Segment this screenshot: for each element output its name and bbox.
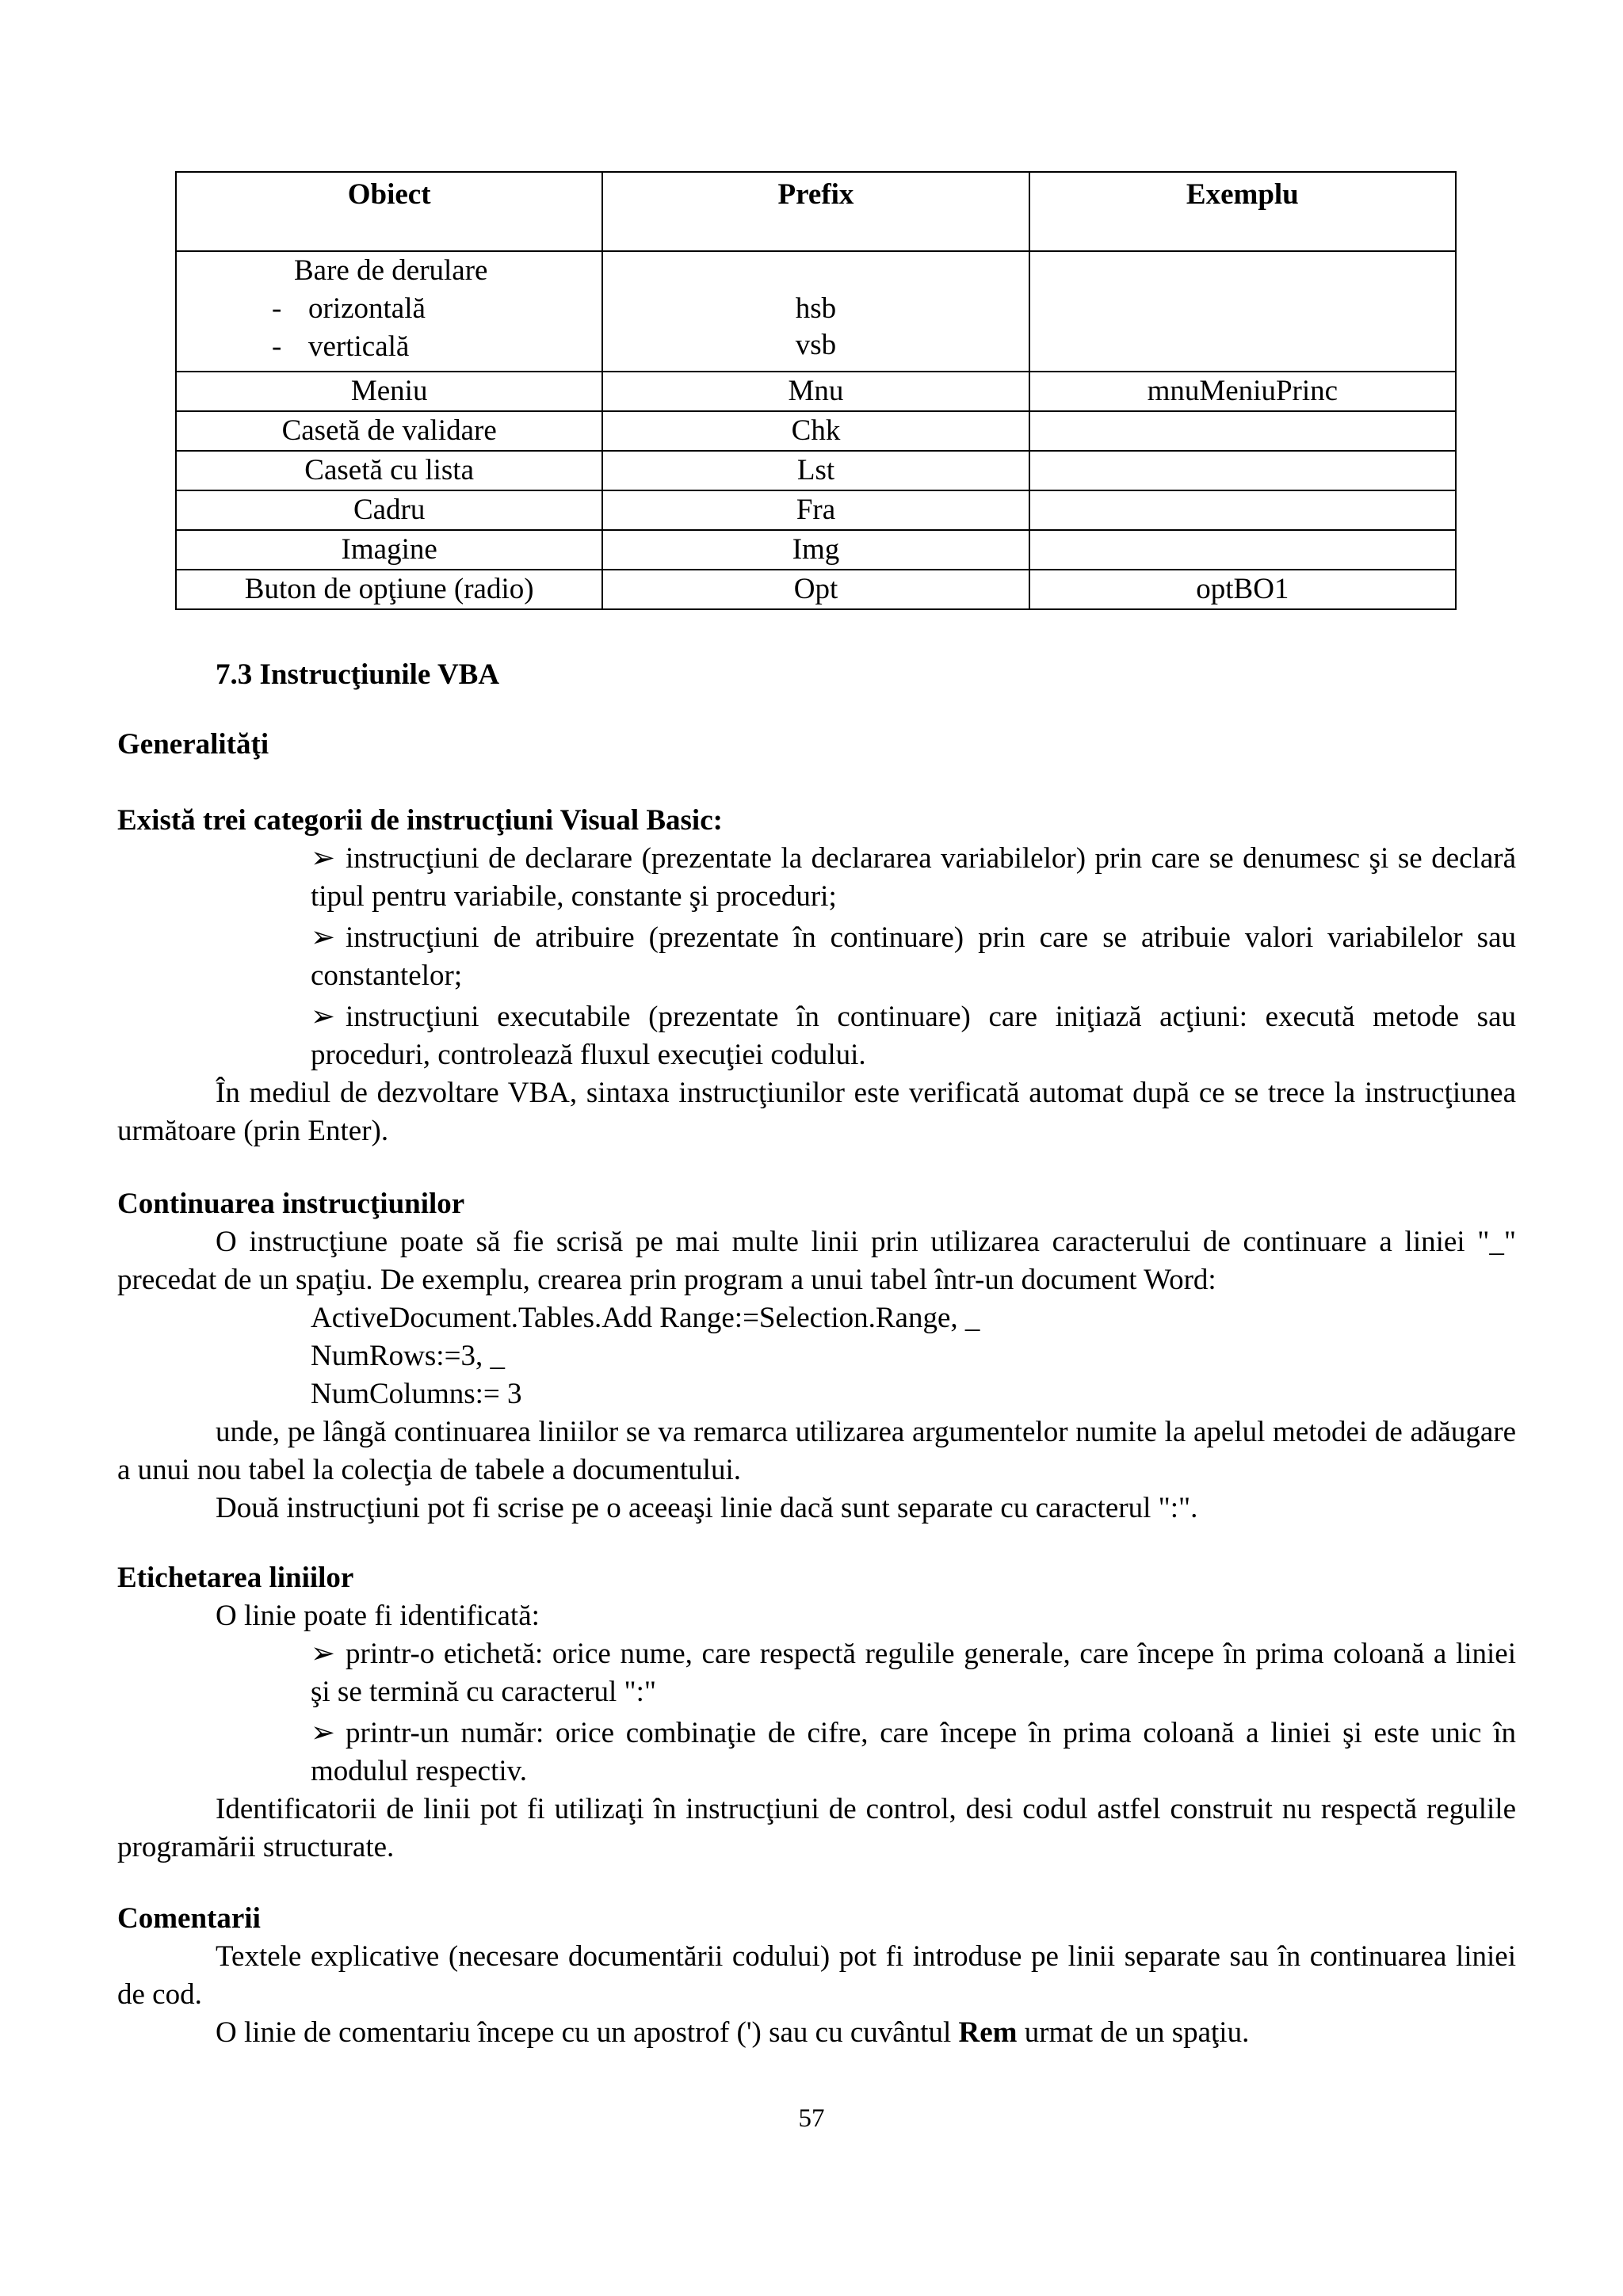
table-row [176, 570, 1456, 609]
continuare-paragraph: O instrucţiune poate să fie scrisă pe mai multe linii prin utilizarea caracterului de continuare a liniei "_" precedat de un spaţiu. De exemplu, crearea prin program a unui tabel într-un document Word: [117, 1226, 1516, 1296]
table-row [176, 251, 1456, 372]
table-cell-example [1029, 530, 1456, 570]
etichetare-section [117, 1559, 1516, 1867]
code-line: NumRows:=3, _ [311, 1340, 505, 1372]
table-cell-object: Buton de opţiune (radio) [176, 570, 602, 609]
etichetare-intro: O linie poate fi identificată: [216, 1600, 540, 1632]
table-cell-example [1029, 490, 1456, 530]
code-line: ActiveDocument.Tables.Add Range:=Selection.Range, _ [311, 1302, 980, 1334]
table-cell-prefix: Mnu [602, 372, 1029, 411]
table-header-example: Exemplu [1029, 172, 1456, 251]
table-cell-example: optBO1 [1029, 570, 1456, 609]
table-cell-example [1029, 451, 1456, 490]
scrollbars-title: Bare de derulare [294, 254, 488, 287]
rem-keyword: Rem [958, 2016, 1018, 2049]
table-cell-object: Cadru [176, 490, 602, 530]
list-item: ➢ instrucţiuni de declarare (prezentate la declararea variabilelor) prin care se denumesc şi se declară tipul pentru variabile, constante şi proceduri; [311, 840, 1516, 916]
table-row [176, 530, 1456, 570]
table-row [176, 372, 1456, 411]
scrollbar-item: - verticală [272, 330, 410, 363]
code-line: NumColumns:= 3 [311, 1378, 522, 1410]
prefix-hsb: hsb [795, 292, 837, 325]
section-title: 7.3 Instrucţiunile VBA [216, 658, 500, 691]
etichetare-heading: Etichetarea liniilor [117, 1562, 354, 1594]
generalitati-section [117, 726, 1516, 1150]
arrow-bullet-icon: ➢ [311, 1638, 336, 1670]
table-cell-example [1029, 251, 1456, 372]
arrow-bullet-icon: ➢ [311, 921, 336, 954]
object-prefix-table [175, 171, 1457, 610]
identification-list [117, 1635, 1516, 1791]
continuare-paragraph: Două instrucţiuni pot fi scrise pe o aceeaşi linie dacă sunt separate cu caracterul ":". [216, 1492, 1198, 1524]
generalitati-heading: Generalităţi [117, 728, 269, 761]
prefix-vsb: vsb [795, 329, 837, 361]
continuare-heading: Continuarea instrucţiunilor [117, 1188, 465, 1220]
arrow-bullet-icon: ➢ [311, 1001, 336, 1033]
table-row [176, 411, 1456, 451]
comentarii-section [117, 1900, 1516, 2052]
comentarii-heading: Comentarii [117, 1902, 261, 1935]
scrollbar-item: - orizontală [272, 292, 426, 325]
comentarii-paragraph: O linie de comentariu începe cu un apostrof (') sau cu cuvântul Rem urmat de un spaţiu. [216, 2016, 1250, 2049]
table-cell-object: Meniu [176, 372, 602, 411]
table-cell-object: Imagine [176, 530, 602, 570]
table-cell-example: mnuMeniuPrinc [1029, 372, 1456, 411]
table-cell-prefix [602, 251, 1029, 372]
comentarii-paragraph: Textele explicative (necesare documentării codului) pot fi introduse pe linii separate sau în continuarea liniei de cod. [117, 1940, 1516, 2011]
table-cell-object: Casetă cu lista [176, 451, 602, 490]
table-row [176, 451, 1456, 490]
page-number: 57 [798, 2104, 825, 2133]
table-cell-prefix: Lst [602, 451, 1029, 490]
table-cell-prefix: Img [602, 530, 1029, 570]
table-cell-prefix: Fra [602, 490, 1029, 530]
continuare-paragraph: unde, pe lângă continuarea liniilor se va remarca utilizarea argumentelor numite la apelul metodei de adăugare a unui nou tabel la colecţia de tabele a documentului. [117, 1416, 1516, 1486]
list-item: ➢ instrucţiuni executabile (prezentate în continuare) care iniţiază acţiuni: execută metode sau proceduri, controlează fluxul execuţiei codului. [311, 998, 1516, 1074]
generalitati-paragraph: În mediul de dezvoltare VBA, sintaxa instrucţiunilor este verificată automat după ce se trece la instrucţiunea următoare (prin Enter). [117, 1077, 1516, 1147]
table-header-row [176, 172, 1456, 251]
table-cell-example [1029, 411, 1456, 451]
categories-intro: Există trei categorii de instrucţiuni Visual Basic: [117, 804, 723, 837]
table-row [176, 490, 1456, 530]
list-item: ➢ printr-un număr: orice combinaţie de cifre, care începe în prima coloană a liniei şi este unic în modulul respectiv. [311, 1714, 1516, 1791]
table-cell-object [176, 251, 602, 372]
list-item: ➢ printr-o etichetă: orice nume, care respectă regulile generale, care începe în prima coloană a liniei şi se termină cu caracterul ":" [311, 1635, 1516, 1711]
table-cell-object: Casetă de validare [176, 411, 602, 451]
arrow-bullet-icon: ➢ [311, 1717, 336, 1749]
table-header-prefix: Prefix [602, 172, 1029, 251]
table-cell-prefix: Chk [602, 411, 1029, 451]
table-header-object: Obiect [176, 172, 602, 251]
etichetare-paragraph: Identificatorii de linii pot fi utilizaţi în instrucţiuni de control, desi codul astfel construit nu respectă regulile programării structurate. [117, 1793, 1516, 1863]
categories-list [117, 840, 1516, 1074]
arrow-bullet-icon: ➢ [311, 842, 336, 875]
continuare-section [117, 1185, 1516, 1527]
list-item: ➢ instrucţiuni de atribuire (prezentate în continuare) prin care se atribuie valori variabilelor sau constantelor; [311, 919, 1516, 995]
table-cell-prefix: Opt [602, 570, 1029, 609]
